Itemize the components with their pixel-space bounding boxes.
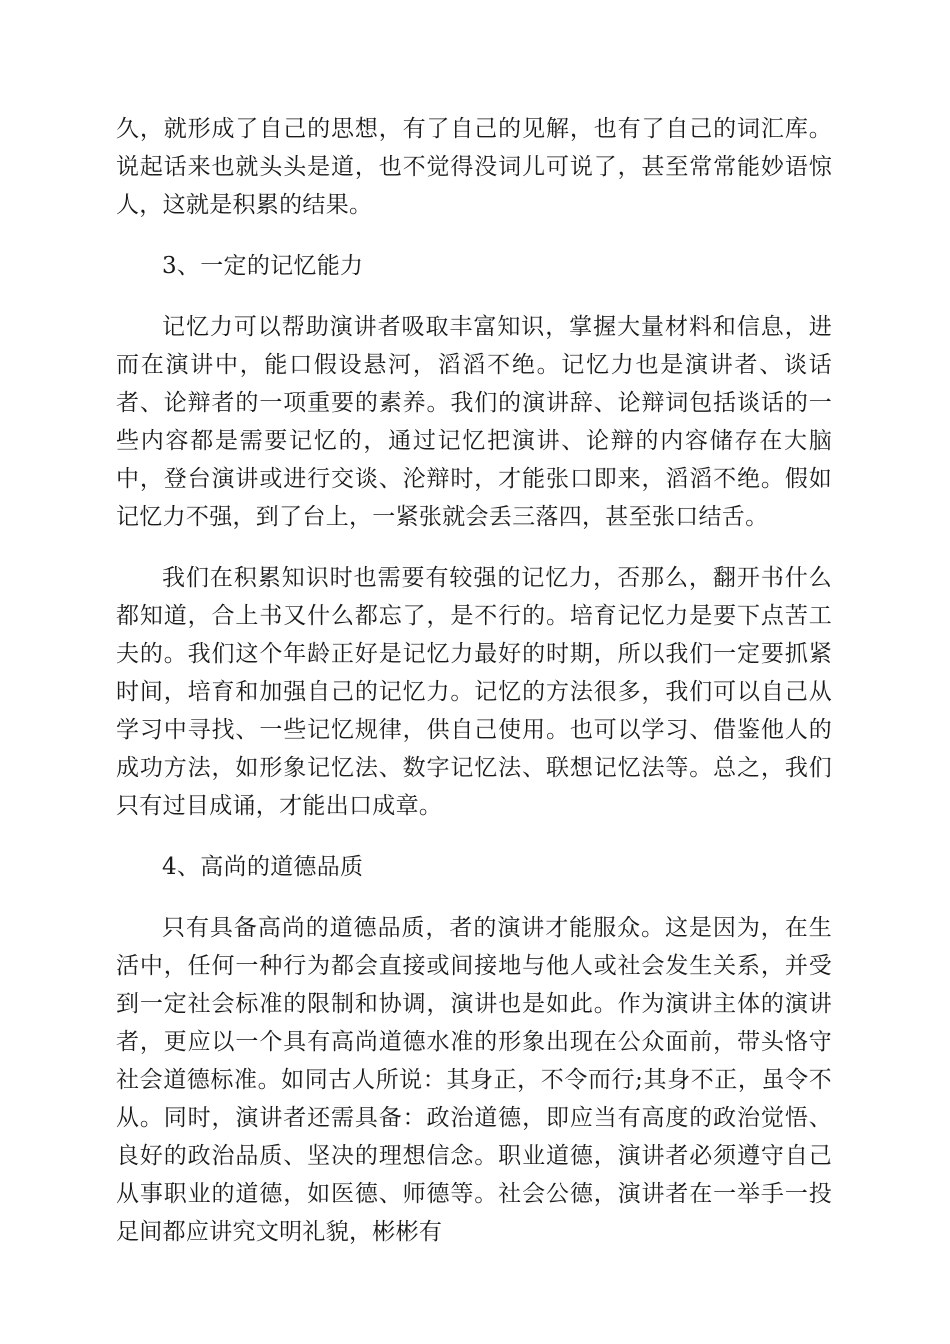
paragraph-continuation: 久，就形成了自己的思想，有了自己的见解，也有了自己的词汇库。说起话来也就头头是道，也不觉得没词儿可说了，甚至常常能妙语惊人，这就是积累的结果。 <box>116 116 832 218</box>
section-heading-3: 3、一定的记忆能力 <box>162 253 364 279</box>
paragraph-morality: 只有具备高尚的道德品质，者的演讲才能服众。这是因为，在生活中，任何一种行为都会直接或间接地与他人或社会发生关系，并受到一定社会标准的限制和协调，演讲也是如此。作为演讲主体的演讲者，更应以一个具有高尚道德水准的形象出现在公众面前，带头恪守社会道德标准。如同古人所说：其身正，不令而行;其身不正，虽令不从。同时，演讲者还需具备：政治道德，即应当有高度的政治觉悟、良好的政治品质、坚决的理想信念。职业道德，演讲者必须遵守自己从事职业的道德，如医德、师德等。社会公德，演讲者在一举手一投足间都应讲究文明礼貌，彬彬有 <box>116 915 832 1245</box>
paragraph-memory-1: 记忆力可以帮助演讲者吸取丰富知识，掌握大量材料和信息，进而在演讲中，能口假设悬河，滔滔不绝。记忆力也是演讲者、谈话者、论辩者的一项重要的素养。我们的演讲辞、论辩词包括谈话的一些内容都是需要记忆的，通过记忆把演讲、论辩的内容储存在大脑中，登台演讲或进行交谈、沦辩时，才能张口即来，滔滔不绝。假如记忆力不强，到了台上，一紧张就会丢三落四，甚至张口结舌。 <box>116 314 832 530</box>
document-page <box>116 110 832 1274</box>
paragraph-memory-2: 我们在积累知识时也需要有较强的记忆力，否那么，翻开书什么都知道，合上书又什么都忘了，是不行的。培育记忆力是要下点苦工夫的。我们这个年龄正好是记忆力最好的时期，所以我们一定要抓紧时间，培育和加强自己的记忆力。记忆的方法很多，我们可以自己从学习中寻找、一些记忆规律，供自己使用。也可以学习、借鉴他人的成功方法，如形象记忆法、数字记忆法、联想记忆法等。总之，我们只有过目成诵，才能出口成章。 <box>116 565 832 819</box>
section-heading-4: 4、高尚的道德品质 <box>162 854 364 880</box>
